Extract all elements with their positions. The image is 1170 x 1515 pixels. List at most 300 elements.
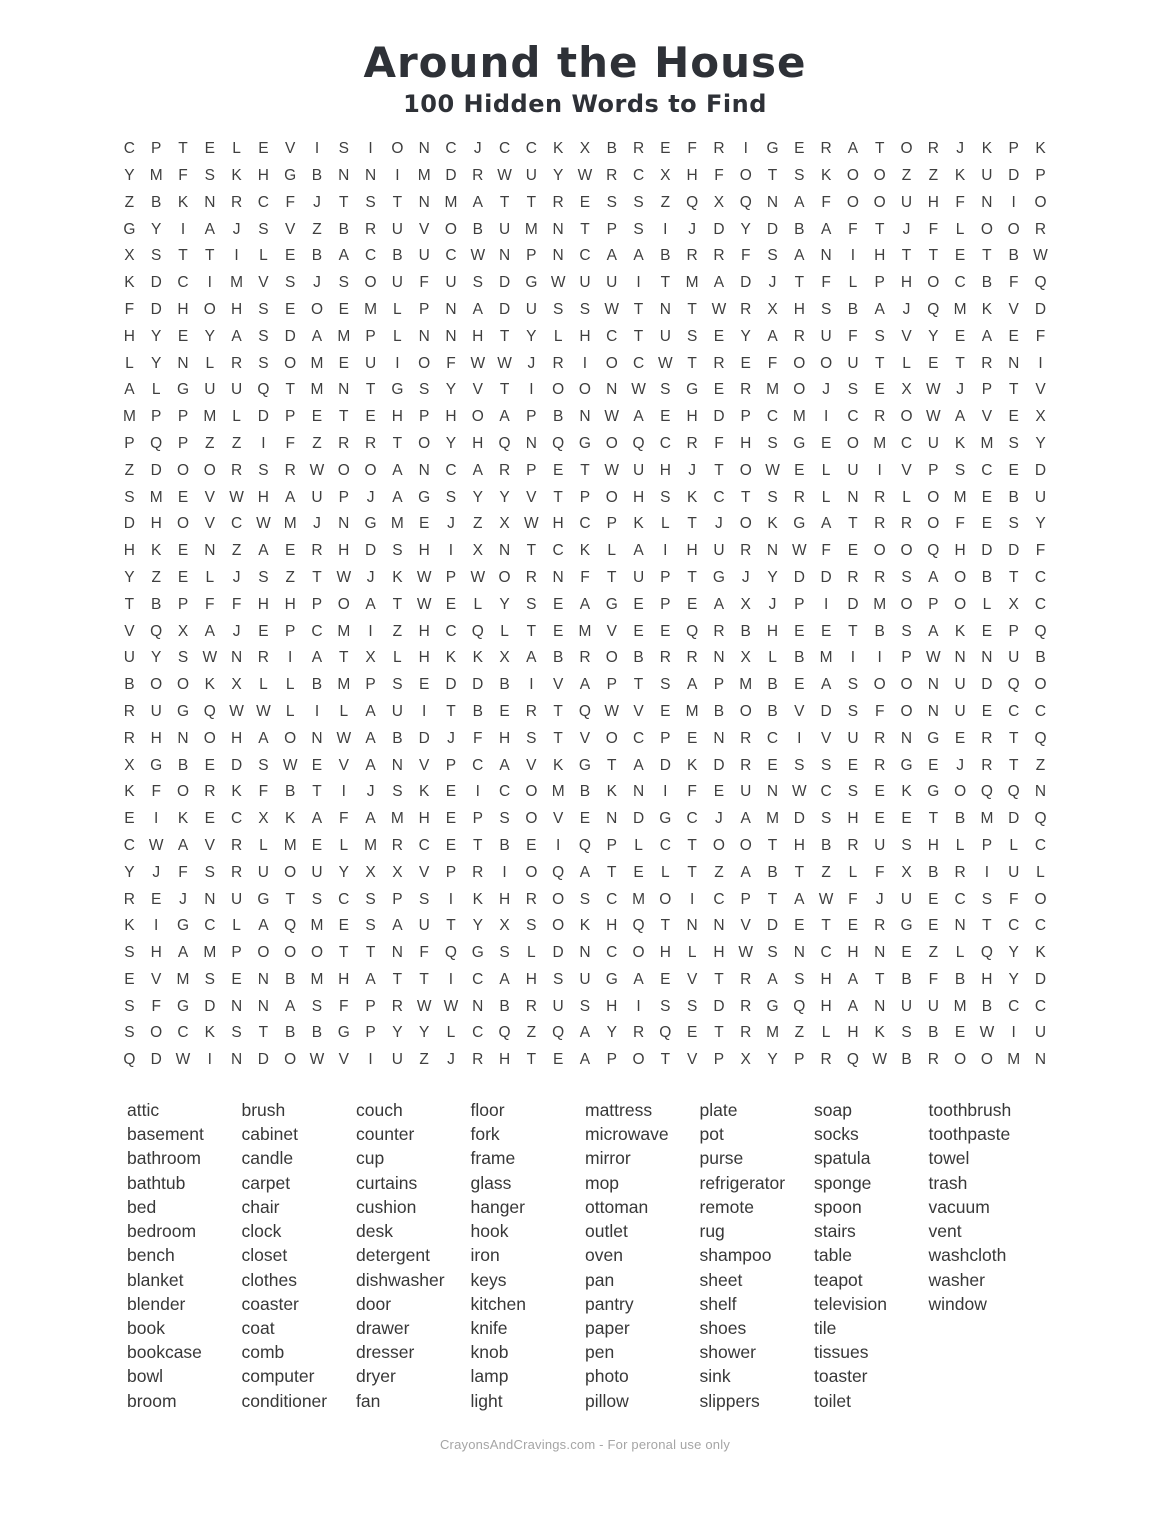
grid-cell: A: [365, 970, 376, 988]
grid-cell: I: [314, 140, 320, 158]
grid-cell: C: [606, 944, 618, 962]
grid-cell: U: [418, 247, 430, 265]
grid-cell: Y: [740, 220, 751, 238]
grid-cell: C: [1034, 997, 1047, 1015]
grid-cell: Q: [498, 434, 511, 452]
grid-cell: C: [472, 970, 484, 988]
grid-cell: C: [1034, 917, 1047, 935]
grid-cell: C: [1034, 568, 1047, 586]
grid-cell: Q: [444, 944, 457, 962]
grid-cell: J: [956, 756, 964, 774]
grid-cell: E: [579, 193, 591, 211]
grid-cell: O: [793, 354, 806, 372]
grid-cell: T: [794, 863, 805, 881]
grid-cell: S: [365, 890, 376, 908]
grid-cell: R: [123, 729, 135, 747]
grid-cell: H: [498, 890, 511, 908]
grid-cell: E: [204, 756, 215, 774]
grid-cell: I: [984, 863, 990, 881]
word-item: book: [127, 1317, 165, 1338]
grid-cell: G: [766, 140, 779, 158]
grid-cell: H: [418, 622, 430, 640]
grid-cell: T: [339, 649, 349, 667]
grid-cell: O: [605, 488, 618, 506]
grid-cell: A: [740, 863, 751, 881]
grid-cell: O: [605, 354, 618, 372]
grid-cell: L: [259, 676, 268, 694]
grid-cell: D: [1034, 461, 1047, 479]
grid-cell: O: [846, 434, 859, 452]
grid-cell: U: [123, 649, 135, 667]
grid-cell: S: [392, 676, 403, 694]
grid-cell: P: [1035, 166, 1046, 184]
grid-cell: G: [900, 756, 913, 774]
grid-cell: X: [124, 756, 135, 774]
page-header: [0, 0, 1170, 118]
grid-cell: U: [311, 488, 323, 506]
grid-cell: A: [177, 836, 189, 854]
grid-cell: W: [577, 166, 593, 184]
grid-cell: F: [178, 166, 188, 184]
grid-cell: E: [552, 461, 564, 479]
grid-cell: B: [820, 836, 832, 854]
word-item: oven: [585, 1245, 623, 1266]
word-item: bathroom: [127, 1148, 201, 1169]
word-item: shower: [699, 1342, 756, 1363]
grid-cell: B: [928, 863, 939, 881]
grid-cell: M: [953, 997, 967, 1015]
grid-cell: P: [418, 300, 430, 318]
grid-cell: R: [820, 1051, 832, 1069]
grid-cell: W: [792, 783, 807, 801]
grid-cell: X: [767, 300, 778, 318]
grid-cell: F: [740, 247, 751, 265]
grid-cell: T: [660, 274, 671, 292]
grid-cell: F: [258, 783, 269, 801]
grid-cell: T: [526, 193, 537, 211]
grid-cell: B: [633, 649, 644, 667]
grid-cell: O: [605, 434, 618, 452]
grid-cell: O: [846, 193, 859, 211]
grid-cell: W: [818, 890, 834, 908]
word-item: iron: [470, 1245, 500, 1266]
word-item: pillow: [585, 1390, 629, 1411]
grid-cell: I: [663, 220, 668, 238]
grid-cell: X: [740, 649, 751, 667]
grid-cell: S: [231, 1024, 242, 1042]
grid-cell: T: [392, 434, 403, 452]
grid-cell: N: [874, 997, 886, 1015]
grid-cell: K: [177, 193, 189, 211]
grid-cell: Q: [632, 917, 645, 935]
grid-cell: J: [366, 488, 375, 506]
grid-cell: I: [448, 890, 454, 908]
grid-cell: O: [1034, 676, 1047, 694]
grid-cell: L: [125, 354, 134, 372]
grid-cell: U: [606, 274, 618, 292]
grid-cell: E: [820, 622, 832, 640]
grid-cell: K: [606, 783, 617, 801]
grid-cell: I: [877, 649, 882, 667]
grid-cell: A: [633, 970, 644, 988]
grid-cell: C: [1008, 702, 1020, 720]
word-item: comb: [241, 1342, 285, 1363]
grid-cell: C: [954, 890, 966, 908]
grid-cell: K: [1035, 140, 1046, 158]
grid-cell: A: [472, 300, 483, 318]
grid-cell: A: [258, 729, 269, 747]
grid-cell: L: [955, 836, 965, 854]
grid-cell: P: [901, 649, 912, 667]
grid-cell: A: [285, 997, 296, 1015]
grid-cell: O: [337, 595, 350, 613]
grid-cell: Z: [821, 863, 831, 881]
grid-cell: P: [285, 408, 296, 426]
grid-cell: O: [739, 836, 752, 854]
grid-cell: A: [767, 970, 778, 988]
grid-cell: O: [1034, 890, 1047, 908]
grid-cell: O: [471, 408, 484, 426]
grid-cell: I: [448, 542, 454, 560]
grid-cell: N: [847, 488, 859, 506]
grid-cell: Z: [312, 434, 322, 452]
grid-cell: Q: [1007, 676, 1020, 694]
grid-cell: P: [365, 676, 376, 694]
grid-cell: H: [445, 408, 457, 426]
grid-cell: P: [365, 1024, 376, 1042]
word-item: sponge: [814, 1172, 872, 1193]
grid-cell: J: [956, 381, 964, 399]
grid-cell: K: [445, 649, 457, 667]
grid-cell: F: [124, 300, 135, 318]
grid-cell: I: [663, 783, 668, 801]
grid-cell: I: [1011, 193, 1016, 211]
grid-cell: R: [927, 1051, 939, 1069]
grid-cell: A: [499, 756, 510, 774]
grid-cell: L: [205, 354, 215, 372]
grid-cell: R: [230, 354, 243, 372]
word-item: rug: [699, 1221, 725, 1242]
grid-cell: I: [180, 220, 186, 238]
grid-cell: B: [1035, 649, 1046, 667]
grid-cell: G: [418, 488, 431, 506]
grid-cell: E: [231, 970, 242, 988]
grid-cell: P: [874, 274, 885, 292]
grid-cell: N: [1008, 354, 1020, 372]
grid-cell: T: [499, 381, 510, 399]
grid-cell: E: [338, 300, 349, 318]
grid-cell: M: [792, 408, 806, 426]
grid-cell: D: [150, 300, 162, 318]
grid-cell: K: [954, 166, 966, 184]
grid-cell: J: [715, 810, 723, 828]
grid-cell: T: [205, 247, 215, 265]
grid-cell: B: [981, 997, 993, 1015]
grid-cell: B: [151, 193, 162, 211]
grid-cell: H: [150, 944, 162, 962]
grid-cell: X: [177, 622, 189, 640]
grid-cell: E: [285, 300, 296, 318]
grid-cell: W: [309, 461, 325, 479]
grid-cell: B: [928, 1024, 939, 1042]
grid-cell: R: [713, 622, 725, 640]
grid-cell: V: [285, 220, 296, 238]
grid-cell: N: [1034, 1051, 1047, 1069]
grid-cell: D: [713, 997, 725, 1015]
grid-cell: T: [928, 810, 939, 828]
grid-cell: B: [794, 220, 805, 238]
grid-cell: E: [954, 327, 966, 345]
grid-cell: C: [1034, 702, 1047, 720]
grid-cell: N: [177, 729, 189, 747]
grid-cell: O: [203, 300, 216, 318]
grid-cell: I: [636, 274, 641, 292]
grid-cell: Q: [739, 193, 752, 211]
grid-cell: X: [740, 1051, 751, 1069]
word-item: vacuum: [928, 1196, 990, 1217]
grid-cell: G: [793, 515, 806, 533]
grid-cell: W: [148, 836, 164, 854]
grid-cell: I: [582, 354, 588, 372]
grid-cell: Z: [928, 166, 939, 184]
grid-cell: Y: [1035, 434, 1046, 452]
grid-cell: K: [151, 542, 162, 560]
grid-cell: I: [448, 970, 454, 988]
grid-row: [116, 511, 1054, 538]
grid-cell: H: [793, 836, 805, 854]
grid-cell: V: [686, 1051, 698, 1069]
grid-cell: E: [794, 917, 805, 935]
grid-cell: E: [660, 408, 671, 426]
grid-cell: U: [498, 220, 511, 238]
grid-cell: B: [874, 622, 885, 640]
grid-cell: G: [712, 568, 725, 586]
grid-cell: K: [285, 810, 296, 828]
grid-cell: M: [739, 676, 753, 694]
grid-cell: Y: [1035, 515, 1046, 533]
grid-cell: S: [258, 568, 269, 586]
grid-cell: A: [365, 702, 376, 720]
grid-cell: T: [1008, 729, 1019, 747]
grid-cell: H: [713, 944, 725, 962]
grid-cell: T: [767, 836, 778, 854]
grid-cell: S: [365, 193, 376, 211]
grid-cell: J: [741, 568, 750, 586]
grid-cell: M: [444, 193, 458, 211]
grid-cell: O: [900, 595, 913, 613]
grid-cell: R: [552, 354, 564, 372]
grid-cell: O: [418, 434, 431, 452]
grid-cell: E: [445, 810, 457, 828]
grid-cell: H: [874, 247, 886, 265]
grid-cell: M: [364, 300, 378, 318]
grid-cell: O: [900, 140, 913, 158]
grid-cell: L: [821, 461, 831, 479]
grid-cell: M: [283, 515, 297, 533]
grid-cell: J: [768, 595, 777, 613]
grid-cell: T: [955, 354, 965, 372]
grid-cell: O: [954, 595, 967, 613]
grid-cell: J: [875, 890, 884, 908]
grid-cell: L: [393, 649, 402, 667]
grid-cell: R: [472, 863, 484, 881]
grid-cell: P: [794, 595, 805, 613]
grid-cell: M: [524, 220, 538, 238]
grid-cell: R: [230, 863, 243, 881]
word-item: mirror: [585, 1148, 631, 1169]
grid-cell: G: [927, 783, 940, 801]
grid-cell: I: [234, 247, 239, 265]
grid-cell: G: [605, 595, 618, 613]
grid-cell: M: [310, 381, 324, 399]
grid-cell: F: [339, 997, 349, 1015]
grid-cell: K: [204, 1024, 215, 1042]
grid-cell: O: [284, 729, 297, 747]
grid-cell: O: [927, 488, 940, 506]
grid-cell: J: [313, 274, 321, 292]
grid-cell: Q: [471, 622, 484, 640]
grid-cell: I: [1011, 1024, 1016, 1042]
grid-cell: U: [391, 220, 403, 238]
grid-cell: T: [874, 220, 885, 238]
grid-cell: Z: [392, 622, 403, 640]
grid-cell: O: [391, 140, 404, 158]
word-item: washcloth: [928, 1245, 1007, 1266]
grid-cell: V: [981, 408, 993, 426]
word-item: window: [928, 1293, 987, 1314]
grid-cell: O: [820, 354, 833, 372]
grid-cell: N: [552, 220, 564, 238]
grid-cell: O: [552, 381, 565, 399]
word-item: attic: [127, 1100, 160, 1121]
grid-cell: R: [123, 890, 135, 908]
grid-cell: U: [632, 568, 645, 586]
grid-cell: V: [1008, 300, 1019, 318]
grid-cell: S: [579, 300, 591, 318]
grid-cell: S: [445, 488, 457, 506]
grid-cell: J: [366, 783, 375, 801]
grid-cell: Y: [499, 488, 510, 506]
grid-cell: A: [338, 247, 349, 265]
grid-cell: B: [472, 220, 483, 238]
grid-cell: S: [1008, 434, 1019, 452]
grid-cell: C: [659, 836, 671, 854]
grid-cell: Y: [338, 863, 349, 881]
grid-cell: A: [365, 595, 376, 613]
grid-row: [116, 136, 1054, 163]
grid-cell: D: [793, 810, 805, 828]
grid-cell: T: [687, 836, 697, 854]
grid-cell: P: [606, 1051, 617, 1069]
grid-cell: E: [445, 783, 457, 801]
grid-cell: U: [900, 997, 913, 1015]
grid-cell: U: [713, 542, 725, 560]
grid-cell: J: [232, 568, 241, 586]
grid-cell: T: [339, 944, 349, 962]
grid-cell: F: [285, 434, 295, 452]
grid-cell: J: [902, 300, 911, 318]
grid-cell: T: [660, 1051, 671, 1069]
word-item: pot: [699, 1124, 724, 1145]
grid-cell: V: [338, 756, 349, 774]
grid-cell: C: [445, 140, 457, 158]
grid-cell: S: [901, 622, 912, 640]
word-item: detergent: [356, 1245, 430, 1266]
word-item: coaster: [241, 1293, 299, 1314]
grid-cell: W: [443, 997, 459, 1015]
grid-cell: K: [767, 515, 778, 533]
grid-cell: P: [740, 890, 751, 908]
grid-cell: F: [687, 783, 697, 801]
grid-cell: N: [472, 997, 484, 1015]
grid-cell: A: [579, 1024, 591, 1042]
grid-cell: T: [553, 729, 563, 747]
grid-cell: H: [150, 515, 162, 533]
grid-cell: N: [874, 944, 886, 962]
grid-cell: L: [821, 1024, 831, 1042]
grid-cell: U: [391, 702, 403, 720]
grid-cell: M: [122, 408, 136, 426]
grid-cell: N: [391, 756, 403, 774]
grid-cell: V: [740, 917, 751, 935]
grid-cell: E: [633, 863, 644, 881]
grid-cell: A: [633, 756, 644, 774]
grid-cell: O: [525, 810, 538, 828]
grid-cell: P: [338, 488, 349, 506]
grid-cell: Z: [124, 193, 135, 211]
grid-cell: U: [1008, 863, 1020, 881]
grid-cell: F: [955, 193, 965, 211]
grid-cell: D: [793, 568, 805, 586]
grid-cell: X: [1008, 595, 1019, 613]
grid-cell: S: [124, 997, 135, 1015]
grid-cell: G: [605, 970, 618, 988]
grid-cell: N: [606, 381, 618, 399]
grid-cell: J: [688, 220, 696, 238]
grid-cell: H: [927, 836, 939, 854]
grid-cell: E: [311, 408, 323, 426]
grid-cell: T: [687, 515, 697, 533]
grid-cell: C: [579, 515, 591, 533]
grid-cell: K: [633, 515, 644, 533]
grid-cell: N: [713, 917, 725, 935]
grid-cell: O: [900, 676, 913, 694]
grid-cell: I: [689, 890, 695, 908]
grid-cell: F: [1035, 327, 1046, 345]
word-item: pen: [585, 1342, 615, 1363]
word-item: washer: [928, 1269, 985, 1290]
grid-cell: B: [767, 863, 778, 881]
grid-cell: Q: [846, 1051, 859, 1069]
grid-cell: M: [337, 622, 351, 640]
grid-cell: S: [847, 381, 859, 399]
grid-cell: D: [498, 300, 511, 318]
grid-row: [116, 458, 1054, 485]
grid-cell: D: [632, 810, 645, 828]
grid-cell: B: [285, 783, 296, 801]
grid-cell: G: [578, 434, 591, 452]
word-item: dresser: [356, 1342, 415, 1363]
grid-cell: W: [175, 1051, 191, 1069]
grid-cell: K: [1035, 944, 1046, 962]
grid-cell: F: [1008, 890, 1019, 908]
grid-cell: M: [310, 917, 324, 935]
grid-cell: B: [579, 783, 591, 801]
grid-cell: R: [632, 140, 645, 158]
grid-cell: A: [204, 622, 215, 640]
grid-cell: C: [230, 515, 243, 533]
grid-cell: S: [1008, 515, 1019, 533]
